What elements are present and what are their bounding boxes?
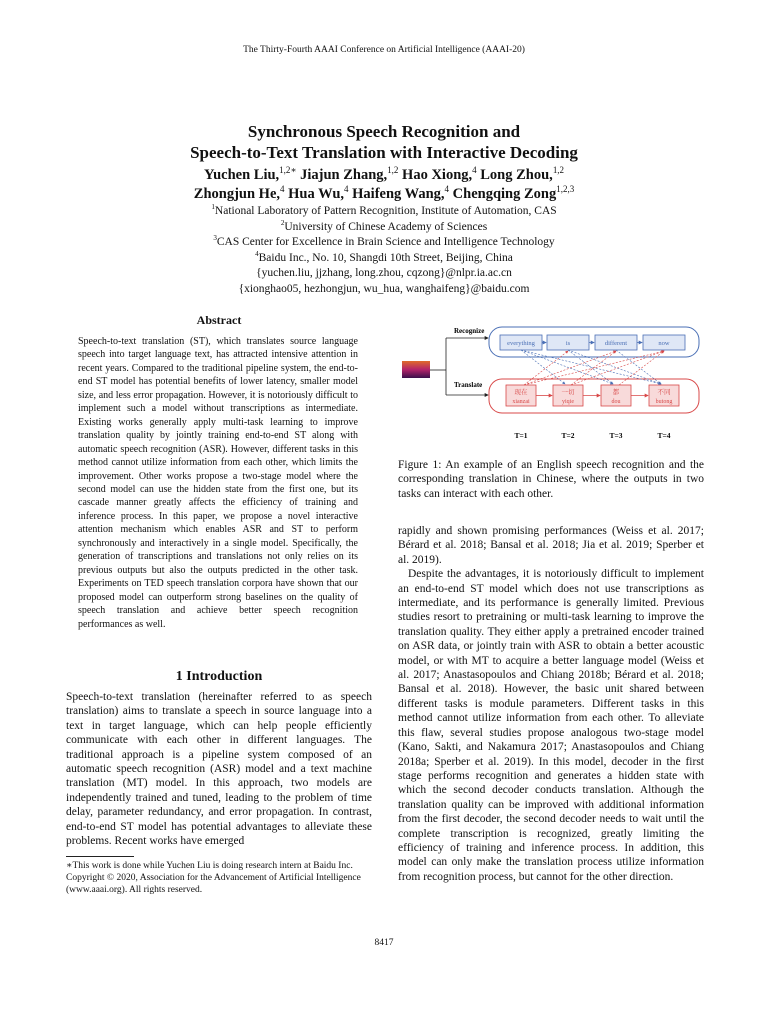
author-name: Hua Wu,$^4$ <box>288 184 349 202</box>
section-heading-introduction: 1 Introduction <box>175 669 263 684</box>
figure-1-diagram <box>396 320 706 450</box>
timestep-labels <box>514 431 670 440</box>
author-affiliation-mark: 1,2∗ <box>279 165 297 176</box>
recognize-tokens <box>500 335 685 350</box>
translate-token-chinese: 都 <box>612 388 620 396</box>
author-name: Hao Xiong,$^4$ <box>402 165 477 183</box>
title-line-2: Speech-to-Text Translation with Interactive Decoding <box>190 143 578 162</box>
author-affiliation-mark: 4 <box>472 165 477 176</box>
translate-token-chinese: 一切 <box>561 388 575 396</box>
translate-token-pinyin: yiqie <box>562 399 574 405</box>
author-line-2 <box>0 185 768 204</box>
affiliation-line: $^1$National Laboratory of Pattern Recognition, Institute of Automation, CAS <box>211 203 557 217</box>
footnote-intern: ∗This work is done while Yuchen Liu is doing research intern at Baidu Inc. <box>66 861 353 871</box>
paragraph-1: rapidly and shown promising performances (Weiss et al. 2017; Bérard et al. 2018; Bansal et al. 2018; Jia et al. 2019; Sperber et al. 2019). <box>398 525 704 566</box>
recognize-token: everything <box>507 340 535 347</box>
introduction-text: Speech-to-text translation (hereinafter referred to as speech translation) aims to translate a speech in source language into a text in target language, which can help people efficiently communicate with each other in different languages. The traditional approach is a pipeline system composed of an automatic speech recognition (ASR) model and a text machine translation (MT) model. In this approach, two models are independently trained and tuned, leading to the problem of time delay, parameter redundancy, and error propagation. In contrast, end-to-end ST model has potential advantages to alleviate these problems. Recent works have emerged <box>66 691 372 848</box>
abstract-heading: Abstract <box>196 313 242 327</box>
abstract-text: Speech-to-text translation (ST), which translates source language speech into target language text, has attracted intensive attention in recent years. Compared to the traditional pipeline system, the end-to-end ST model has potential benefits of lower latency, smaller model size, and less error propagation. However, it is notoriously difficult to implement such a model without transcriptions as intermediate. Existing works generally apply multi-task learning to improve translation quality by jointly training end-to-end ST along with automatic speech recognition (ASR). However, different tasks in this method cannot utilize information from each other, which limits the improvement. Other works propose a two-stage model where the second model can use the hidden state from the first one, but its cascade manner greatly affects the efficiency of training and inference process. In this paper, we propose a novel interactive attention mechanism which enables ASR and ST to perform synchronously and interactively in a single model. Specifically, the generation of transcriptions and translations not only relies on its previous outputs but also the outputs predicted in the other task. Experiments on TED speech translation corpora have shown that our proposed model can outperform strong baselines on the quality of speech translation and achieve better speech recognition performances as well. <box>78 336 358 630</box>
translate-token-chinese: 不同 <box>657 388 671 396</box>
paragraph-2: Despite the advantages, it is notoriously difficult to implement an end-to-end ST model which does not use transcriptions as intermediate, and its performance is generally limited. Previous studies resort to pretraining or multi-task learning to improve the translation quality. They either apply a pretrained encoder trained on ASR data, or jointly train with ASR to obtain a better acoustic model, or with MT to acquire a better language model (Weiss et al. 2017; Anastasopoulos and Chiang 2018b; Bérard et al. 2018; Bansal et al. 2018). However, the basic unit shared between different tasks is module parameters. Different tasks in this method cannot utilize information from each other. To alleviate this flaw, several studies propose analogous two-stage model (Kano, Sakti, and Nakamura 2017; Anastasopoulos and Chiang 2018a; Sperber et al. 2019). In this model, decoder in the first stage performs recognition and generates a hidden state with which the second decoder conducts translation. Although the translation quality can be improved with additional information from the first decoder, the second decoder needs to wait until the complete transcription is recognized, greatly limiting the efficiency of training and inference process. In addition, this model can only make the translation process utilize information from recognition process, but cannot for the other direction. <box>398 568 704 883</box>
timestep-label: T=4 <box>657 431 671 440</box>
translate-to-recognize-arrow <box>619 351 664 385</box>
author-affiliation-mark: 4 <box>444 184 450 195</box>
spectrogram-image <box>402 361 430 378</box>
translate-token-pinyin: dou <box>611 399 621 405</box>
affiliation-mark: 2 <box>280 218 285 227</box>
affiliation-mark: 4 <box>255 249 259 258</box>
recognize-token: different <box>604 340 628 347</box>
author-line-1 <box>0 166 768 185</box>
affiliation-mark: 1 <box>211 203 215 212</box>
footnote <box>66 860 372 896</box>
timestep-label: T=1 <box>514 431 528 440</box>
translate-tokens <box>506 385 679 406</box>
right-column-text <box>398 524 704 884</box>
conference-header: The Thirty-Fourth AAAI Conference on Artificial Intelligence (AAAI-20) <box>243 45 525 55</box>
author-affiliation-mark: 1,2 <box>552 165 565 176</box>
translate-to-recognize-arrow <box>571 351 616 385</box>
row-label-translate: Translate <box>454 381 483 389</box>
author-name: Haifeng Wang,$^4$ <box>352 184 450 202</box>
affiliations <box>0 204 768 298</box>
timestep-label: T=3 <box>609 431 623 440</box>
author-name: Chengqing Zong$^{1,2,3}$ <box>452 184 575 202</box>
page-number: 8417 <box>374 938 394 948</box>
author-name: Jiajun Zhang,$^{1,2}$ <box>300 165 399 183</box>
translate-token-chinese: 现在 <box>514 388 528 396</box>
title-line-1: Synchronous Speech Recognition and <box>247 122 521 141</box>
paper-title <box>0 121 768 163</box>
affiliation-mark: 3 <box>213 234 217 243</box>
author-name: Yuchen Liu,$^{1,2∗}$ <box>203 165 297 183</box>
author-affiliation-mark: 4 <box>280 184 285 195</box>
figure-1-caption: Figure 1: An example of an English speech recognition and the corresponding translation in Chinese, where the outputs in two tasks can interact with each other. <box>398 459 704 500</box>
author-affiliation-mark: 1,2 <box>387 165 399 176</box>
recognize-token: now <box>658 340 670 347</box>
affiliation-line: $^3$CAS Center for Excellence in Brain Science and Intelligence Technology <box>213 234 555 249</box>
author-name: Zhongjun He,$^4$ <box>193 184 285 202</box>
author-affiliation-mark: 4 <box>344 184 349 195</box>
footnote-rule <box>66 856 134 857</box>
affiliation-line: {xionghao05, hezhongjun, wu_hua, wanghaifeng}@baidu.com <box>238 282 530 295</box>
affiliation-line: $^2$University of Chinese Academy of Sciences <box>280 218 488 233</box>
translate-token-pinyin: xianzai <box>512 399 530 405</box>
author-name: Long Zhou,$^{1,2}$ <box>480 165 565 183</box>
interaction-arrows <box>521 350 664 385</box>
affiliation-line: $^4$Baidu Inc., No. 10, Shangdi 10th Street, Beijing, China <box>255 249 513 264</box>
affiliation-line: {yuchen.liu, jjzhang, long.zhou, cqzong}@nlpr.ia.ac.cn <box>256 267 512 280</box>
row-label-recognize: Recognize <box>454 327 485 335</box>
translate-token-pinyin: butong <box>655 399 673 405</box>
recognize-token: is <box>565 340 571 347</box>
author-list <box>0 166 768 204</box>
copyright-notice: Copyright © 2020, Association for the Advancement of Artificial Intelligence (www.aaai.org). All rights reserved. <box>66 873 361 895</box>
author-affiliation-mark: 1,2,3 <box>556 184 575 195</box>
timestep-label: T=2 <box>561 431 575 440</box>
